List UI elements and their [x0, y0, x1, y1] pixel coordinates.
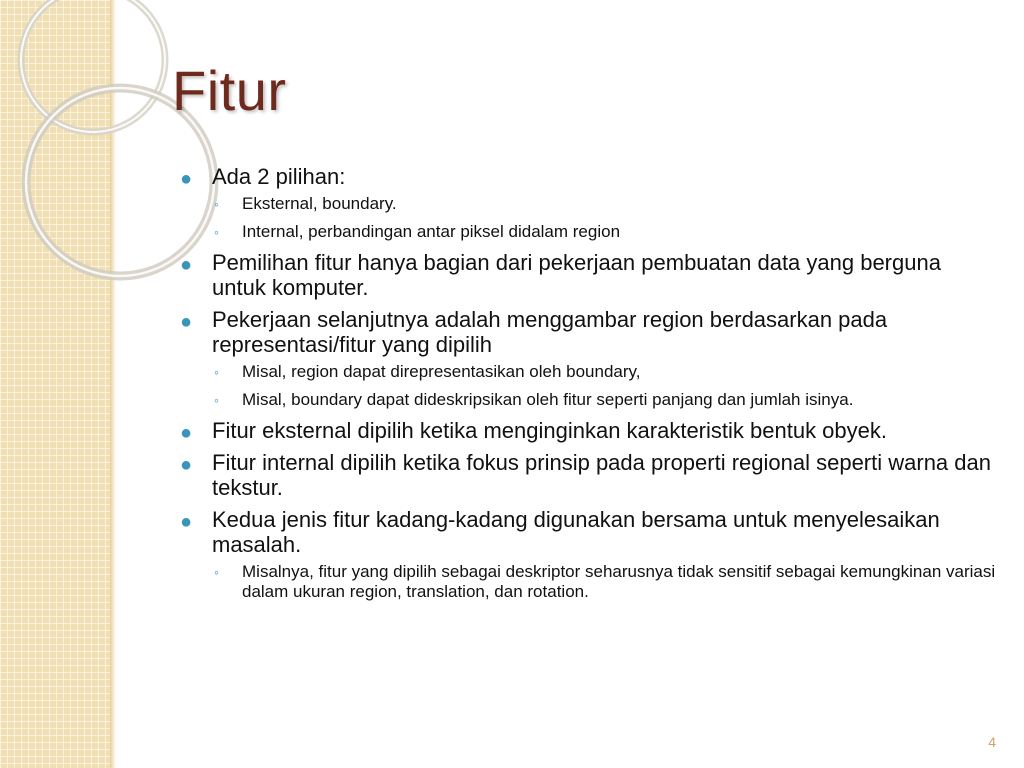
bullet-dot-icon: ● — [180, 454, 193, 476]
sub-bullet-item — [212, 390, 1000, 410]
bullet-text: Pekerjaan selanjutnya adalah menggambar region berdasarkan pada representasi/fitur yang dipilih — [212, 307, 888, 357]
sub-bullet-list — [212, 362, 1000, 410]
sub-bullet-text: Internal, perbandingan antar piksel didalam region — [242, 222, 621, 241]
bullet-text: Fitur internal dipilih ketika fokus prinsip pada properti regional seperti warna dan tekstur. — [212, 450, 991, 500]
bullet-item — [180, 307, 1000, 410]
sub-bullet-text: Eksternal, boundary. — [242, 194, 397, 213]
sub-bullet-circle-icon: ◦ — [214, 196, 219, 212]
sub-bullet-item — [212, 194, 1000, 214]
bullet-item — [180, 418, 1000, 443]
sub-bullet-circle-icon: ◦ — [214, 224, 219, 240]
bullet-list — [180, 164, 1000, 602]
bullet-item — [180, 450, 1000, 500]
bullet-text: Kedua jenis fitur kadang-kadang digunakan bersama untuk menyelesaikan masalah. — [212, 507, 940, 557]
page-number: 4 — [988, 734, 996, 750]
sub-bullet-item — [212, 222, 1000, 242]
sub-bullet-text: Misal, region dapat direpresentasikan oleh boundary, — [242, 362, 641, 381]
bullet-dot-icon: ● — [180, 254, 193, 276]
bullet-item — [180, 507, 1000, 602]
decorative-rings — [0, 0, 140, 260]
sub-bullet-text: Misalnya, fitur yang dipilih sebagai deskriptor seharusnya tidak sensitif sebagai kemungkinan variasi dalam ukuran region, translation, dan rotation. — [242, 562, 996, 601]
bullet-content — [180, 164, 1000, 610]
sub-bullet-circle-icon: ◦ — [214, 364, 219, 380]
bullet-dot-icon: ● — [180, 311, 193, 333]
bullet-item — [180, 164, 1000, 242]
bullet-text: Fitur eksternal dipilih ketika menginginkan karakteristik bentuk obyek. — [212, 418, 887, 443]
sub-bullet-item — [212, 562, 1000, 602]
sub-bullet-circle-icon: ◦ — [214, 392, 219, 408]
bullet-text: Pemilihan fitur hanya bagian dari pekerjaan pembuatan data yang berguna untuk komputer. — [212, 250, 941, 300]
bullet-dot-icon: ● — [180, 168, 193, 190]
bullet-item — [180, 250, 1000, 300]
bullet-dot-icon: ● — [180, 422, 193, 444]
decorative-ring-upper-highlight — [21, 0, 165, 132]
sub-bullet-circle-icon: ◦ — [214, 564, 219, 580]
bullet-dot-icon: ● — [180, 511, 193, 533]
sub-bullet-list — [212, 562, 1000, 602]
sub-bullet-list — [212, 194, 1000, 242]
sub-bullet-item — [212, 362, 1000, 382]
bullet-text: Ada 2 pilihan: — [212, 164, 346, 189]
sub-bullet-text: Misal, boundary dapat dideskripsikan oleh fitur seperti panjang dan jumlah isinya. — [242, 390, 854, 409]
slide-title: Fitur — [172, 59, 287, 122]
